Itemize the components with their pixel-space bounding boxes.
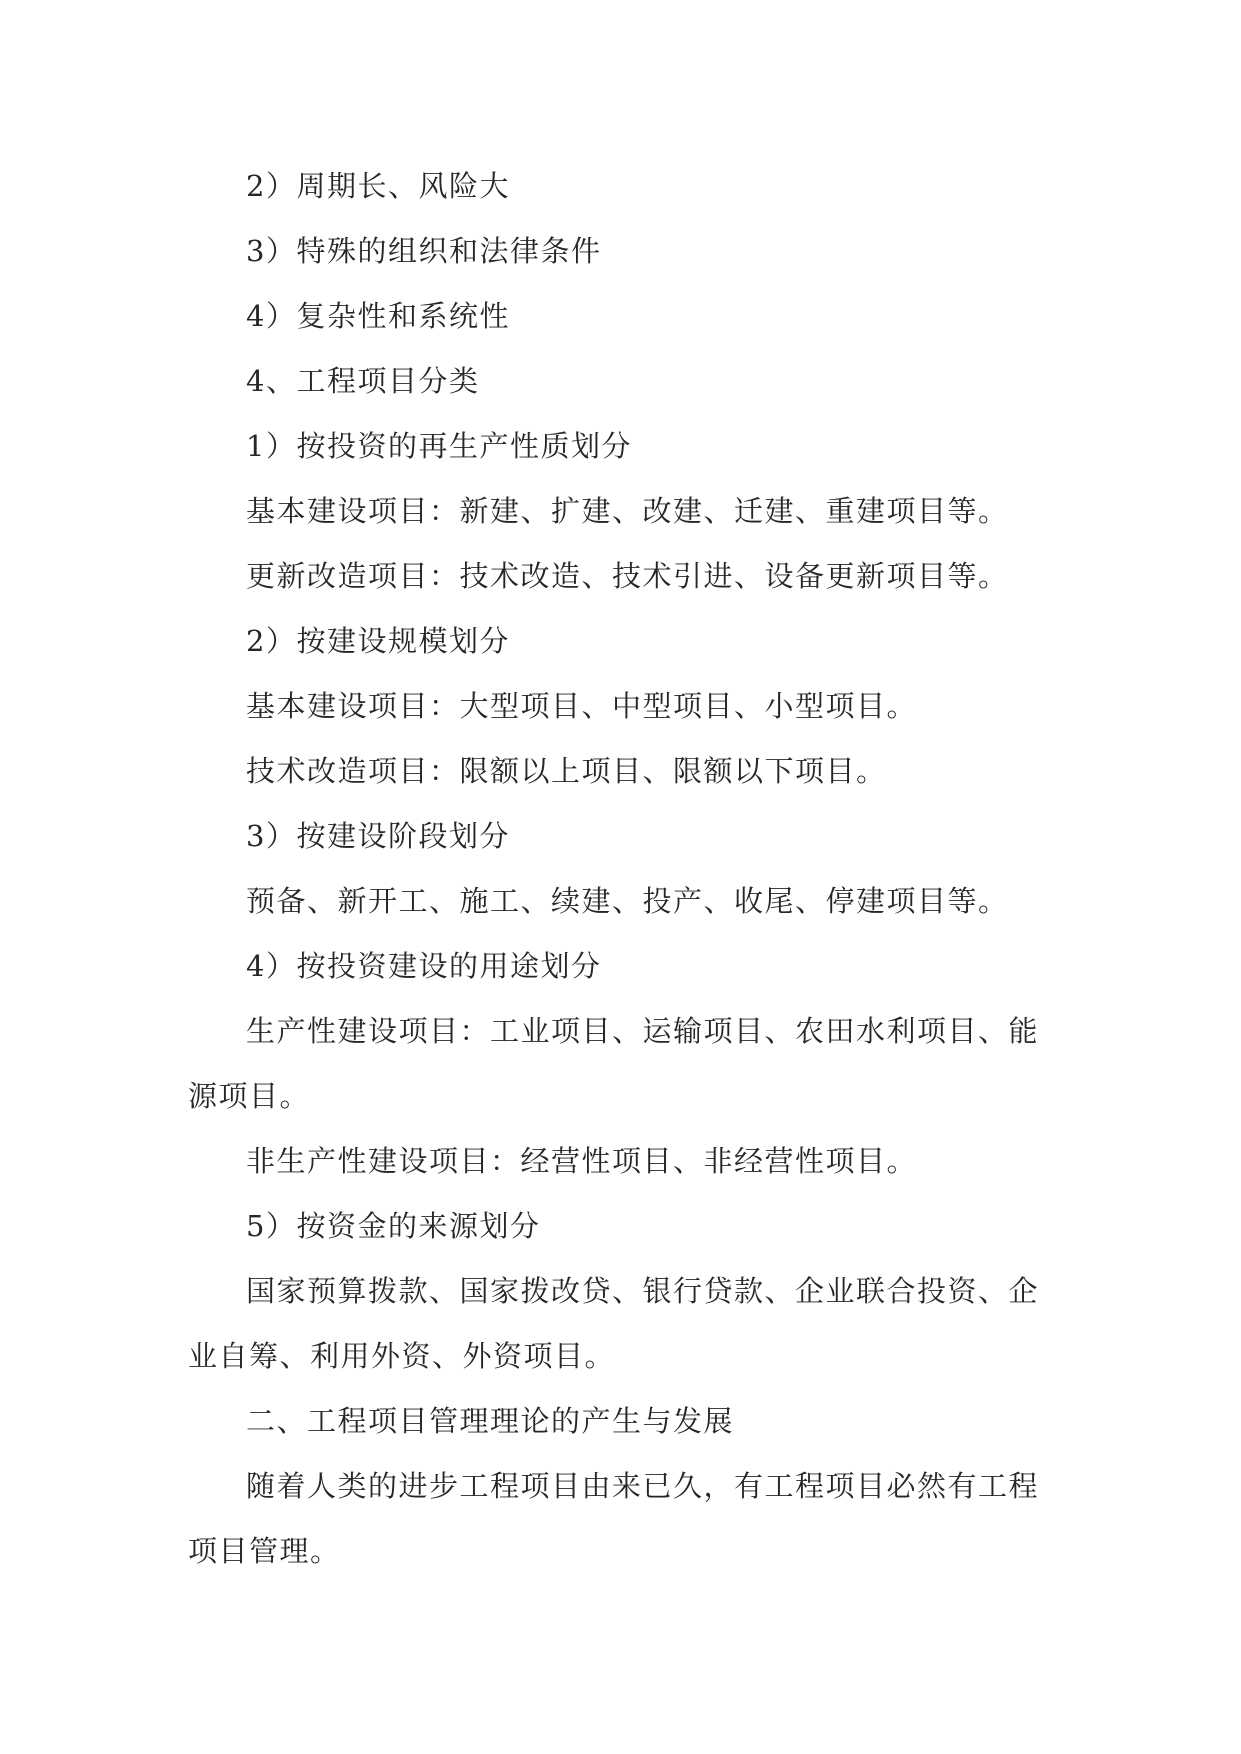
paragraph-non-productive: 非生产性建设项目：经营性项目、非经营性项目。 [246,1144,918,1178]
paragraph-funding-sources: 国家预算拨款、国家拨改贷、银行贷款、企业联合投资、企业自筹、利用外资、外资项目。 [188,1274,1040,1373]
paragraph-basic-construction: 基本建设项目：新建、扩建、改建、迁建、重建项目等。 [246,494,1009,528]
subheading-scale: 2）按建设规模划分 [246,624,510,658]
paragraph-productive: 生产性建设项目：工业项目、运输项目、农田水利项目、能源项目。 [188,1014,1040,1113]
list-item-organization-law: 3）特殊的组织和法律条件 [246,234,602,268]
paragraph-theory-intro: 随着人类的进步工程项目由来已久，有工程项目必然有工程项目管理。 [188,1469,1040,1568]
paragraph-stages: 预备、新开工、施工、续建、投产、收尾、停建项目等。 [246,884,1009,918]
subheading-stage: 3）按建设阶段划分 [246,819,510,853]
paragraph-scale-tech: 技术改造项目：限额以上项目、限额以下项目。 [246,754,887,788]
subheading-funding: 5）按资金的来源划分 [246,1209,541,1243]
list-item-complexity: 4）复杂性和系统性 [246,299,510,333]
subheading-usage: 4）按投资建设的用途划分 [246,949,602,983]
section-heading-theory: 二、工程项目管理理论的产生与发展 [246,1404,735,1438]
paragraph-renovation: 更新改造项目：技术改造、技术引进、设备更新项目等。 [246,559,1009,593]
subheading-reproduction: 1）按投资的再生产性质划分 [246,429,632,463]
document-body [188,154,1068,1584]
list-item-cycle-risk: 2）周期长、风险大 [246,169,510,203]
section-heading-classification: 4、工程项目分类 [246,364,480,398]
paragraph-scale-basic: 基本建设项目：大型项目、中型项目、小型项目。 [246,689,918,723]
